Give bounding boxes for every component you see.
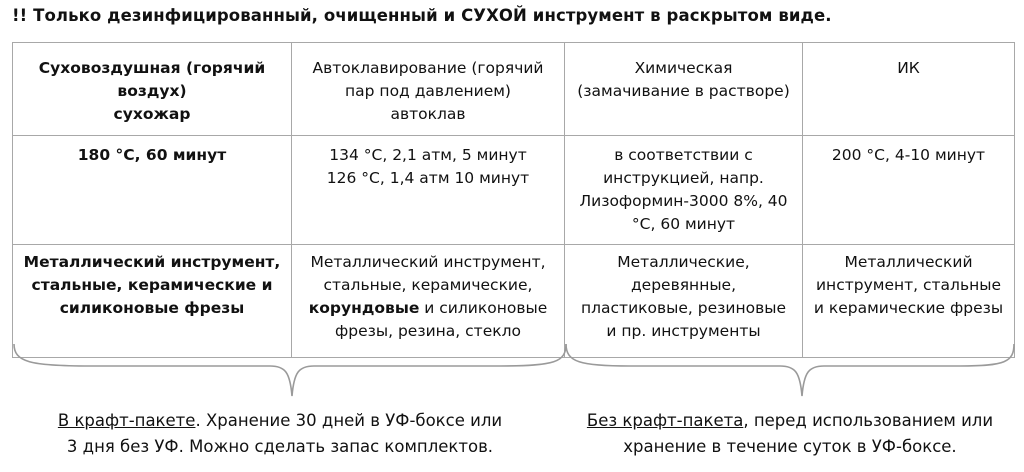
param-line: °С, 60 минут [631,215,736,233]
header-line: Суховоздушная (горячий [38,59,266,77]
note-line [30,408,530,434]
instrument-line [302,297,554,320]
highlighted-word: корундовые [308,299,420,317]
sterilization-methods-table [12,42,1015,358]
instrument-line: Металлические, [617,253,750,271]
instrument-line: стальные, керамические, [323,276,533,294]
instruments-chemical [565,245,803,358]
note-keyword: В крафт-пакете [57,411,196,430]
header-line: Химическая [634,59,733,77]
parameters-row [13,136,1015,245]
param-line: 126 °С, 1,4 атм 10 минут [326,169,530,187]
header-line: ИК [897,59,920,77]
instrument-line: Металлический [844,253,973,271]
header-chemical [565,43,803,136]
instrument-line: пластиковые, резиновые [581,299,786,317]
params-autoclave [292,136,565,245]
instruments-ir [803,245,1015,358]
header-line: пар под давлением) [345,82,511,100]
instruments-autoclave [292,245,565,358]
param-line: 200 °С, 4-10 минут [831,146,986,164]
instrument-line-rest: и силиконовые [419,299,548,317]
method-header-row [13,43,1015,136]
instrument-line: фрезы, резина, стекло [335,322,521,340]
note-text: . Хранение 30 дней в УФ-боксе или [195,411,503,430]
header-line: Автоклавирование (горячий [312,59,544,77]
instrument-line: Металлический инструмент, [310,253,546,271]
page-title: !! Только дезинфицированный, очищенный и СУХОЙ инструмент в раскрытом виде. [12,6,832,25]
storage-note-kraft [30,408,530,460]
storage-note-no-kraft [560,408,1020,460]
header-ir [803,43,1015,136]
note-line [560,408,1020,434]
header-line: воздух) [117,82,187,100]
header-line: сухожар [113,105,191,123]
param-line: инструкцией, напр. [603,169,764,187]
header-line: (замачивание в растворе) [577,82,790,100]
note-line: хранение в течение суток в УФ-боксе. [623,437,957,456]
instrument-line: деревянные, [630,276,737,294]
param-line: в соответствии с [614,146,753,164]
params-dry-air [13,136,292,245]
param-line: 180 °С, 60 минут [77,146,227,164]
params-chemical [565,136,803,245]
note-line: 3 дня без УФ. Можно сделать запас комплектов. [66,437,494,456]
instrument-line: инструмент, стальные [815,276,1002,294]
instrument-line: Металлический инструмент, [23,253,281,271]
header-autoclave [292,43,565,136]
param-line: 134 °С, 2,1 атм, 5 минут [329,146,527,164]
param-line: Лизоформин-3000 8%, 40 [579,192,788,210]
header-dry-air [13,43,292,136]
instrument-line: и пр. инструменты [606,322,761,340]
note-keyword: Без крафт-пакета [586,411,744,430]
params-ir [803,136,1015,245]
note-text: , перед использованием или [743,411,994,430]
instruments-dry-air [13,245,292,358]
instrument-line: силиконовые фрезы [59,299,245,317]
instrument-line: стальные, керамические и [31,276,273,294]
instruments-row [13,245,1015,358]
instrument-line: и керамические фрезы [813,299,1004,317]
header-line: автоклав [390,105,466,123]
